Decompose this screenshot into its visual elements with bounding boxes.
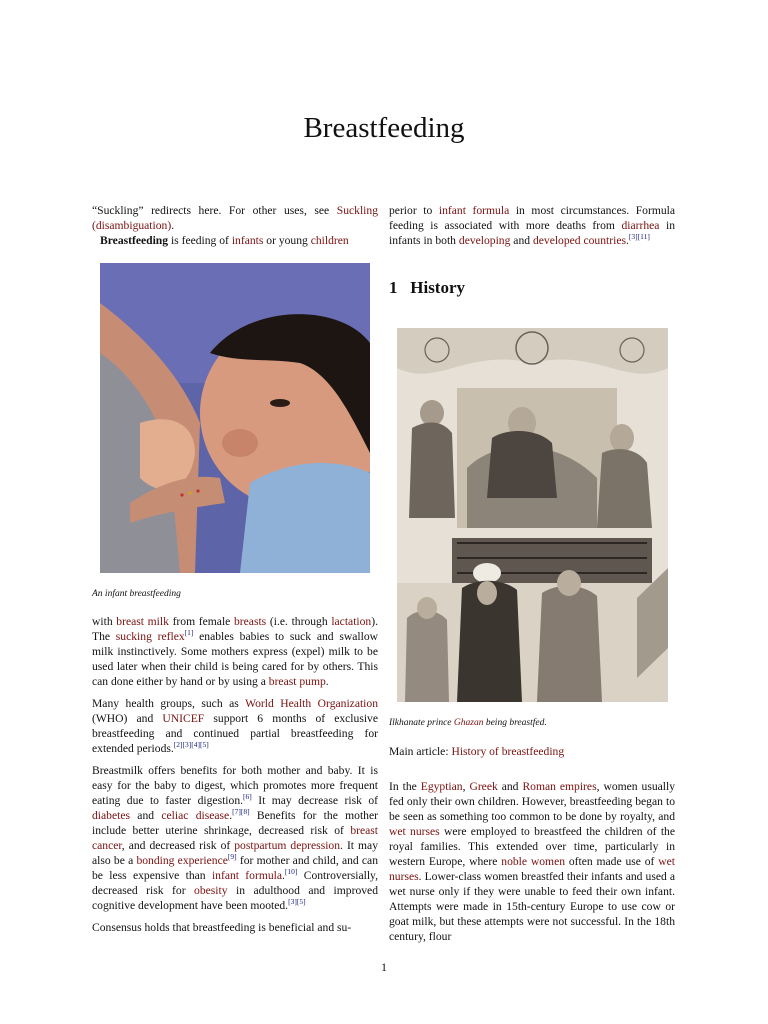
link-suckling-disambiguation[interactable]: Suckling (disambiguation) (92, 204, 378, 232)
link-roman-empires[interactable]: Roman empires (522, 780, 597, 793)
link-noble-women[interactable]: noble women (501, 855, 566, 868)
link-breast-milk[interactable]: breast milk (116, 615, 169, 628)
section-heading-history (389, 280, 675, 295)
link-postpartum-depression[interactable]: postpartum depression (234, 839, 341, 852)
page-title: Breastfeeding (303, 112, 465, 144)
ref-10[interactable]: [10] (284, 867, 298, 877)
link-infant-formula[interactable]: infant formula (211, 869, 282, 882)
hatnote: “Suckling” redirects here. For other uses, see Suckling (disambiguation). (92, 204, 378, 232)
link-breast-pump[interactable]: breast pump (268, 675, 326, 688)
history-paragraph: In the Egyptian, Greek and Roman empires, women usually fed only their own children. However, breastfeeding began to be seen as something too common to be done by royalty, and wet nurses were employed to breastfeed the children of the royal families. This extended over time, particularly in western Europe, where noble women often made use of wet nurses. Lower-class women breastfed their infants and used a wet nurse only if they were unable to feed their own infant. Attempts were made in 15th-century Europe to use cow or goat milk, but these attempts were not successful. In the 18th century, flour (389, 780, 676, 943)
paragraph-3: Breastmilk offers benefits for both mother and baby. It is easy for the baby to digest, which promotes more frequent eating due to faster digestion.[6] It may decrease risk of diabetes and celiac disease.[7][8] Benefits for the mother include better uterine shrinkage, decreased risk of breast cancer, and decreased risk of postpartum depression. It may also be a bonding experience[9] for mother and child, and can be less expensive than infant formula.[10] Controversially, decreased risk for obesity in adulthood and improved cognitive development have been mooted.[3][5] (92, 764, 379, 912)
section-number: 1 (389, 278, 398, 297)
ref-2-5[interactable]: [2][3][4][5] (173, 740, 209, 750)
right-intro (389, 203, 675, 255)
ref-3-11[interactable]: [3][11] (628, 232, 650, 242)
lead-sentence: Breastfeeding is feeding of infants or young children (100, 234, 349, 247)
link-breasts[interactable]: breasts (234, 615, 267, 628)
link-diabetes[interactable]: diabetes (92, 809, 130, 822)
link-infant-formula-2[interactable]: infant formula (438, 204, 510, 217)
ref-1[interactable]: [1] (184, 628, 194, 638)
link-greek[interactable]: Greek (469, 780, 498, 793)
ref-9[interactable]: [9] (227, 852, 237, 862)
link-history-of-breastfeeding[interactable]: History of breastfeeding (451, 745, 565, 758)
ref-6[interactable]: [6] (243, 792, 252, 802)
infant-breastfeeding-photo (100, 263, 370, 573)
formula-paragraph: perior to infant formula in most circumstances. Formula feeding is associated with more deaths from diarrhea in infants in both developing and developed countries.[3][11] (389, 204, 676, 247)
main-article-note: Main article: History of breastfeeding (389, 745, 565, 758)
paragraph-2: Many health groups, such as World Health Organization (WHO) and UNICEF support 6 months of exclusive breastfeeding and continued partial breastfeeding for extended periods.[2][3][4][5] (92, 697, 379, 755)
link-obesity[interactable]: obesity (194, 884, 228, 897)
link-egyptian[interactable]: Egyptian (420, 780, 463, 793)
ref-3-5[interactable]: [3][5] (288, 897, 306, 907)
link-developed-countries[interactable]: developed countries (532, 234, 626, 247)
link-breast-cancer[interactable]: breast cancer (92, 824, 378, 852)
link-developing[interactable]: developing (458, 234, 511, 247)
link-unicef[interactable]: UNICEF (162, 712, 205, 725)
figure2-caption: Ilkhanate prince Ghazan being breastfed. (389, 718, 547, 728)
link-wet-nurses[interactable]: wet nurses (389, 825, 440, 838)
link-bonding-experience[interactable]: bonding experience (136, 854, 228, 867)
ghazan-miniature-painting (397, 328, 668, 702)
intro-block (92, 203, 378, 255)
paragraph-1: with breast milk from female breasts (i.e. through lactation). The sucking reflex[1] enables babies to suck and swallow milk instinctively. Some mothers express (expel) milk to be used later when their child is being cared for by others. This can done either by hand or by using a breast pump. (92, 615, 378, 688)
paragraph-4: Consensus holds that breastfeeding is beneficial and su- (92, 921, 352, 934)
page-number: 1 (381, 960, 387, 974)
link-diarrhea[interactable]: diarrhea (621, 219, 660, 232)
link-sucking-reflex[interactable]: sucking reflex (115, 630, 185, 643)
link-ghazan[interactable]: Ghazan (453, 718, 484, 728)
link-wet-nurses-2[interactable]: wet nurses (389, 855, 675, 883)
link-lactation[interactable]: lactation (331, 615, 372, 628)
link-who[interactable]: World Health Organization (245, 697, 378, 710)
figure1-caption: An infant breastfeeding (92, 589, 181, 599)
link-children[interactable]: children (310, 234, 349, 247)
link-celiac-disease[interactable]: celiac disease (161, 809, 230, 822)
section-title: History (410, 278, 466, 297)
left-body (92, 614, 378, 942)
link-infants[interactable]: infants (231, 234, 264, 247)
ref-7-8[interactable]: [7][8] (232, 807, 250, 817)
